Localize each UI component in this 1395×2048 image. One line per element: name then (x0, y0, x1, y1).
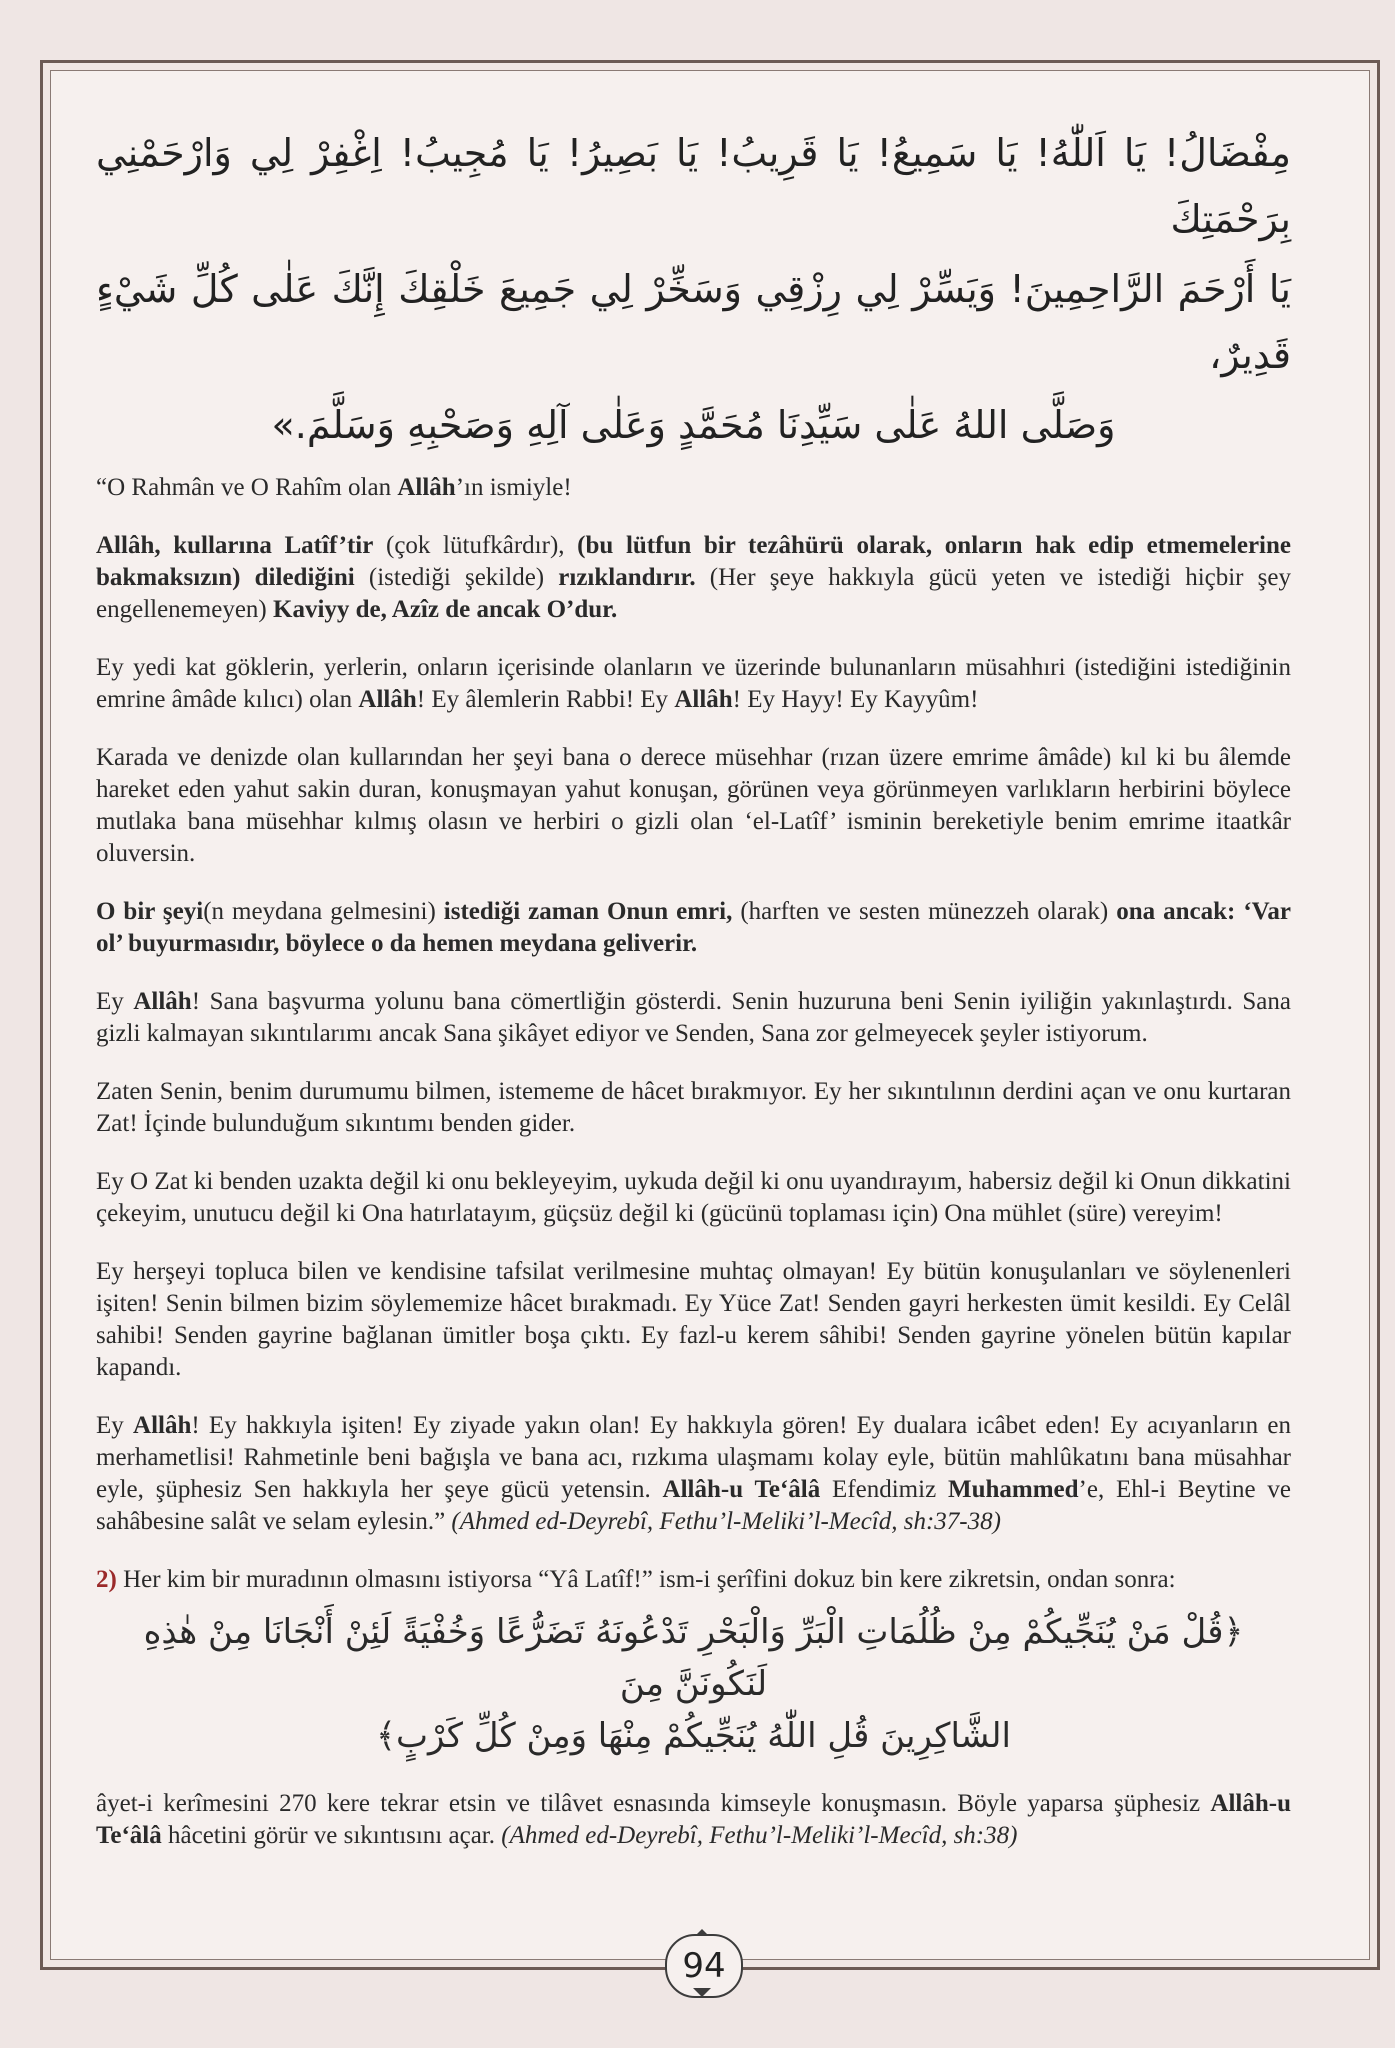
paragraph-sana-basvurma: Ey Allâh! Sana başvurma yolunu bana cömertliğin gösterdi. Senin huzuruna beni Senin iyiliğin yakınlaştırdı. Sana gizli kalmayan sıkıntılarımı ancak Sana şikâyet ediyor ve Senden, Sana zor gelmeyecek şeyler istiyorum. (96, 988, 1291, 1047)
arabic-dua-line-3: وَصَلَّى اللهُ عَلٰى سَيِّدِنَا مُحَمَّدٍ وَعَلٰى آلِهِ وَصَحْبِهِ وَسَلَّمَ.» (271, 403, 1116, 447)
paragraph-final: âyet-i kerîmesini 270 kere tekrar etsin ve tilâvet esnasında kimseyle konuşmasın. Böyle yaparsa şüphesiz Allâh-u Te‘âlâ hâcetini görür ve sıkıntısını açar. (Ahmed ed-Deyrebî, Fethu’l-Meliki’l-Mecîd, sh:38) (96, 1790, 1291, 1849)
paragraph-karada: Karada ve denizde olan kullarından her şeyi bana o derece müsehhar (rızan üzere emrime âmâde) kıl ki bu âlemde hareket eden yahut sakin duran, konuşmayan yahut konuşan, görünen veya görünmeyen varlıkların herbirini böylece mutlaka bana müsehhar kılmış olasın ve herbiri o gizli olan ‘el-Latîf’ isminin bereketiyle benim emrime itaatkâr oluversin. (96, 744, 1291, 867)
paragraph-hakkiyla: Ey Allâh! Ey hakkıyla işiten! Ey ziyade yakın olan! Ey hakkıyla gören! Ey dualara icâbet eden! Ey acıyanların en merhametlisi! Rahmetinle beni bağışla ve bana acı, rızkıma ulaşmamı kolay eyle, bütün mahlûkatını bana müsahhar eyle, şüphesiz Sen hakkıyla her şeye gücü yetensin. Allâh-u Te‘âlâ Efendimiz Muhammed’e, Ehl-i Beytine ve sahâbesine salât ve selam eylesin.” (Ahmed ed-Deyrebî, Fethu’l-Meliki’l-Mecîd, sh:37-38) (96, 1412, 1291, 1535)
ayah-line-2: الشَّاكِرِينَ قُلِ اللّٰهُ يُنَجِّيكُمْ مِنْهَا وَمِنْ كُلِّ كَرْبٍ﴾ (376, 1716, 1011, 1756)
paragraph-basmala: “O Rahmân ve O Rahîm olan Allâh’ın ismiyle! (96, 474, 572, 501)
ornament-bottom-icon (693, 1988, 711, 2006)
paragraph-latif: Allâh, kullarına Latîf’tir (çok lütufkârdır), (bu lütfun bir tezâhürü olarak, onların hak edip etmemelerine bakmaksızın) dilediğini (istediği şekilde) rızıklandırır. (Her şeye hakkıyla gücü yeten ve istediği hiçbir şey engellenemeyen) Kaviyy de, Azîz de ancak O’dur. (96, 532, 1291, 623)
paragraph-zaten: Zaten Senin, benim durumumu bilmen, istememe de hâcet bırakmıyor. Ey her sıkıntılının derdini açan ve onu kurtaran Zat! İçinde bulunduğum sıkıntımı benden gider. (96, 1078, 1291, 1137)
page-number-ornament (647, 1924, 757, 2004)
paragraph-yedi-kat: Ey yedi kat göklerin, yerlerin, onların içerisinde olanların ve üzerinde bulunanların müsahhıri (istediğini istediğinin emrine âmâde kılıcı) olan Allâh! Ey âlemlerin Rabbi! Ey Allâh! Ey Hayy! Ey Kayyûm! (96, 654, 1291, 713)
ayah-block (96, 1606, 1291, 1762)
paragraph-o-zat: Ey O Zat ki benden uzakta değil ki onu bekleyeyim, uykuda değil ki onu uyandırayım, habersiz değil ki Onun dikkatini çekeyim, unutucu değil ki Ona hatırlatayım, güçsüz değil ki (gücünü toplaması için) Ona mühlet (süre) vereyim! (96, 1168, 1291, 1227)
paragraph-o-bir-seyi: O bir şeyi(n meydana gelmesini) istediği zaman Onun emri, (harften ve sesten münezzeh olarak) ona ancak: ‘Var ol’ buyurmasıdır, böylece o da hemen meydana geliverir. (96, 898, 1291, 957)
paragraph-two: 2) Her kim bir muradının olmasını istiyorsa “Yâ Latîf!” ism-i şerîfini dokuz bin kere zikretsin, ondan sonra: (96, 1566, 1176, 1593)
paragraph-herseyi: Ey herşeyi topluca bilen ve kendisine tafsilat verilmesine muhtaç olmayan! Ey bütün konuşulanları ve söylenenleri işiten! Senin bilmen bizim söylememize hâcet bırakmadı. Ey Yüce Zat! Senden gayri herkesten ümit kesildi. Ey Celâl sahibi! Senden gayrine bağlanan ümitler boşa çıktı. Ey fazl-u kerem sâhibi! Senden gayrine yönelen bütün kapılar kapandı. (96, 1258, 1291, 1381)
ayah-line-1: ﴿قُلْ مَنْ يُنَجِّيكُمْ مِنْ ظُلُمَاتِ الْبَرِّ وَالْبَحْرِ تَدْعُونَهُ تَضَرُّعًا وَخُفْيَةً لَئِنْ أَنْجَانَا مِنْ هٰذِهِ لَنَكُونَنَّ مِنَ (143, 1612, 1244, 1704)
page-content (96, 100, 1291, 1878)
arabic-dua-line-2: يَا أَرْحَمَ الرَّاحِمِينَ! وَيَسِّرْ لِي رِزْقِي وَسَخِّرْ لِي جَمِيعَ خَلْقِكَ إِنَّكَ عَلٰى كُلِّ شَيْءٍ قَدِيرٌ، (96, 267, 1291, 377)
page-number: 94 (665, 1934, 743, 1998)
arabic-dua-line-1: مِفْضَالُ! يَا اَللّٰهُ! يَا سَمِيعُ! يَا قَرِيبُ! يَا بَصِيرُ! يَا مُجِيبُ! اِغْفِرْ لِي وَارْحَمْنِي بِرَحْمَتِكَ (96, 131, 1291, 241)
